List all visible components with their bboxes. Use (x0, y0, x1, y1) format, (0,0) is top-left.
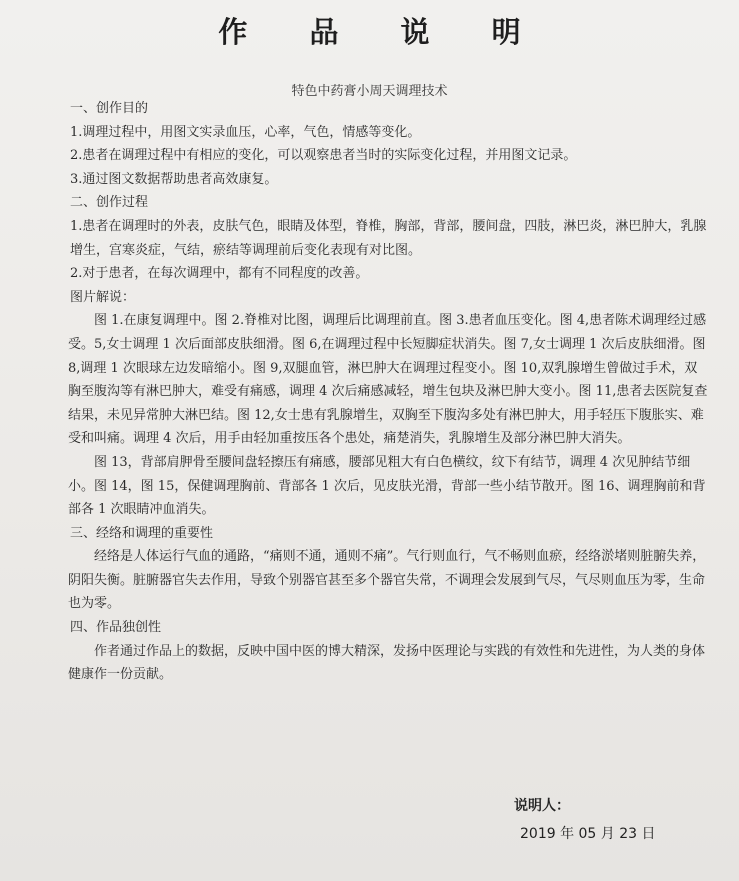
meridians-paragraph: 经络是人体运行气血的通路，“痛则不通，通则不痛”。气行则血行，气不畅则血瘀，经络淤堵则脏腑失养，阴阳失衡。脏腑器官失去作用，导致个别器官甚至多个器官失常，不调理会发展到气尽，气尽则血压为零，生命也为零。 (68, 549, 706, 612)
section-heading-originality: 四、作品独创性 (70, 620, 162, 636)
document-date: 2019 年 05 月 23 日 (520, 826, 656, 842)
picture-notes-paragraph-2: 图 13，背部肩胛骨至腰间盘轻擦压有痛感，腰部见粗大有白色横纹，纹下有结节，调理 4 次见肿结节细小。图 14，图 15，保健调理胸前、背部各 1 次后，见皮肤光滑，背部一些小结节散开。图 16、调理胸前和背部各 1 次眼睛冲血消失。 (68, 454, 706, 518)
picture-notes-paragraph-1: 图 1.在康复调理中。图 2.脊椎对比图，调理后比调理前直。图 3.患者血压变化。图 4,患者陈术调理经过感受。5,女士调理 1 次后面部皮肤细滑。图 6,在调理过程中长短脚症状消失。图 7,女士调理 1 次后皮肤细滑。图 8,调理 1 次眼球左边发暗缩小。图 9,双腿血管，淋巴肿大在调理过程变小。图 10,双乳腺增生曾做过手术，双胸至腹沟等有淋巴肿大，难受有痛感，调理 4 次后痛感减轻，增生包块及淋巴肿大变小。图 11,患者去医院复查结果，未见异常肿大淋巴结。图 12,女士患有乳腺增生，双胸至下腹沟多处有淋巴肿大，用手轻压下腹胀实、难受和叫痛。调理 4 次后，用手由轻加重按压各个患处，痛楚消失，乳腺增生及部分淋巴肿大消失。 (68, 313, 708, 447)
purpose-item-2: 2.患者在调理过程中有相应的变化，可以观察患者当时的实际变化过程，并用图文记录。 (70, 148, 577, 164)
document-subtitle: 特色中药膏小周天调理技术 (291, 84, 448, 99)
process-item-1: 1.患者在调理时的外表，皮肤气色，眼睛及体型，脊椎，胸部，背部，腰间盘，四肢，淋巴炎，淋巴肿大，乳腺增生，宫寒炎症，气结，瘀结等调理前后变化表现有对比图。 (70, 218, 707, 258)
purpose-item-1: 1.调理过程中，用图文实录血压，心率，气色，情感等变化。 (70, 124, 421, 140)
picture-notes-label: 图片解说： (70, 289, 136, 305)
purpose-item-3: 3.通过图文数据帮助患者高效康复。 (70, 171, 278, 187)
document-body (68, 97, 708, 687)
section-heading-purpose: 一、创作目的 (70, 101, 149, 116)
page-title: 作 品 说 明 (218, 15, 547, 49)
section-heading-process: 二、创作过程 (70, 195, 149, 211)
section-heading-meridians: 三、经络和调理的重要性 (70, 525, 214, 541)
originality-paragraph: 作者通过作品上的数据，反映中国中医的博大精深，发扬中医理论与实践的有效性和先进性，为人类的身体健康作一份贡献。 (68, 643, 706, 683)
process-item-2: 2.对于患者，在每次调理中，都有不同程度的改善。 (70, 266, 369, 282)
signer-label: 说明人： (514, 798, 570, 814)
